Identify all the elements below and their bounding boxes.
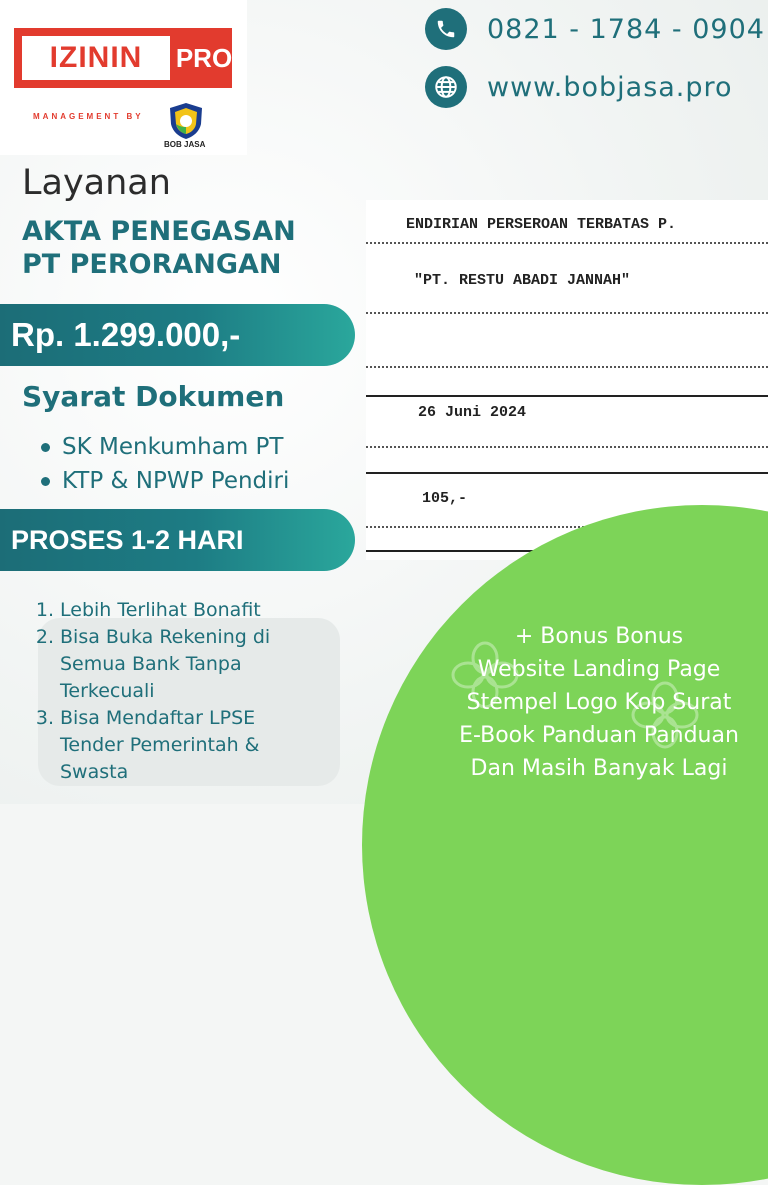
bonus-line: + Bonus Bonus xyxy=(514,624,684,649)
website-row[interactable] xyxy=(425,66,733,108)
benefit-line: Swasta xyxy=(60,761,129,783)
solid-line xyxy=(366,472,768,474)
website-url: www.bobjasa.pro xyxy=(487,71,733,103)
benefit-line: Tender Pemerintah & xyxy=(60,734,260,756)
bonus-line: Dan Masih Banyak Lagi xyxy=(470,756,728,781)
document-number: 105,- xyxy=(422,490,468,507)
benefit-line: Terkecuali xyxy=(60,680,155,702)
dotted-line xyxy=(366,446,768,448)
logo-pro-text: PRO xyxy=(175,42,233,73)
dotted-line xyxy=(366,242,768,244)
benefit-number: 3. xyxy=(35,707,54,729)
requirement-item: SK Menkumham PT xyxy=(38,430,289,464)
phone-icon xyxy=(425,8,467,50)
document-line: ENDIRIAN PERSEROAN TERBATAS P. xyxy=(406,216,677,233)
bonus-list xyxy=(430,620,768,785)
benefit-item xyxy=(34,705,354,786)
logo-brand-box xyxy=(22,36,170,80)
dotted-line xyxy=(366,312,768,314)
process-banner xyxy=(0,509,355,571)
benefit-item xyxy=(34,597,354,624)
benefit-line: Lebih Terlihat Bonafit xyxy=(60,599,261,621)
bob-jasa-label: BOB JASA xyxy=(164,140,206,149)
requirement-item: KTP & NPWP Pendiri xyxy=(38,464,289,498)
service-title-line2: PT PERORANGAN xyxy=(22,249,282,280)
service-title xyxy=(22,215,296,281)
logo-card xyxy=(0,0,247,155)
globe-icon xyxy=(425,66,467,108)
benefit-number: 2. xyxy=(35,626,54,648)
price-banner xyxy=(0,304,355,366)
benefit-number: 1. xyxy=(35,599,54,621)
process-text: PROSES 1-2 HARI xyxy=(11,524,244,555)
service-label: Layanan xyxy=(22,163,171,203)
service-title-line1: AKTA PENEGASAN xyxy=(22,216,296,247)
requirements-list xyxy=(38,430,289,498)
benefit-line: Semua Bank Tanpa xyxy=(60,653,242,675)
logo-brand-text: IZININ xyxy=(49,41,143,74)
solid-line xyxy=(366,395,768,397)
bonus-line: E-Book Panduan Panduan xyxy=(459,723,739,748)
benefit-line: Bisa Buka Rekening di xyxy=(60,626,271,648)
bonus-line: Website Landing Page xyxy=(477,657,721,682)
izinin-pro-logo xyxy=(14,28,232,88)
price-text: Rp. 1.299.000,- xyxy=(11,316,241,353)
benefit-line: Bisa Mendaftar LPSE xyxy=(60,707,256,729)
phone-number: 0821 - 1784 - 0904 xyxy=(487,13,765,45)
bob-jasa-shield-icon xyxy=(168,102,204,140)
document-company-name: "PT. RESTU ABADI JANNAH" xyxy=(414,272,631,289)
requirements-title: Syarat Dokumen xyxy=(22,380,285,413)
bonus-line: Stempel Logo Kop Surat xyxy=(466,690,732,715)
dotted-line xyxy=(366,366,768,368)
phone-row[interactable] xyxy=(425,8,765,50)
document-date: 26 Juni 2024 xyxy=(418,404,527,421)
benefits-list xyxy=(34,597,354,786)
benefit-item xyxy=(34,624,354,705)
management-by-label: MANAGEMENT BY xyxy=(33,112,144,121)
